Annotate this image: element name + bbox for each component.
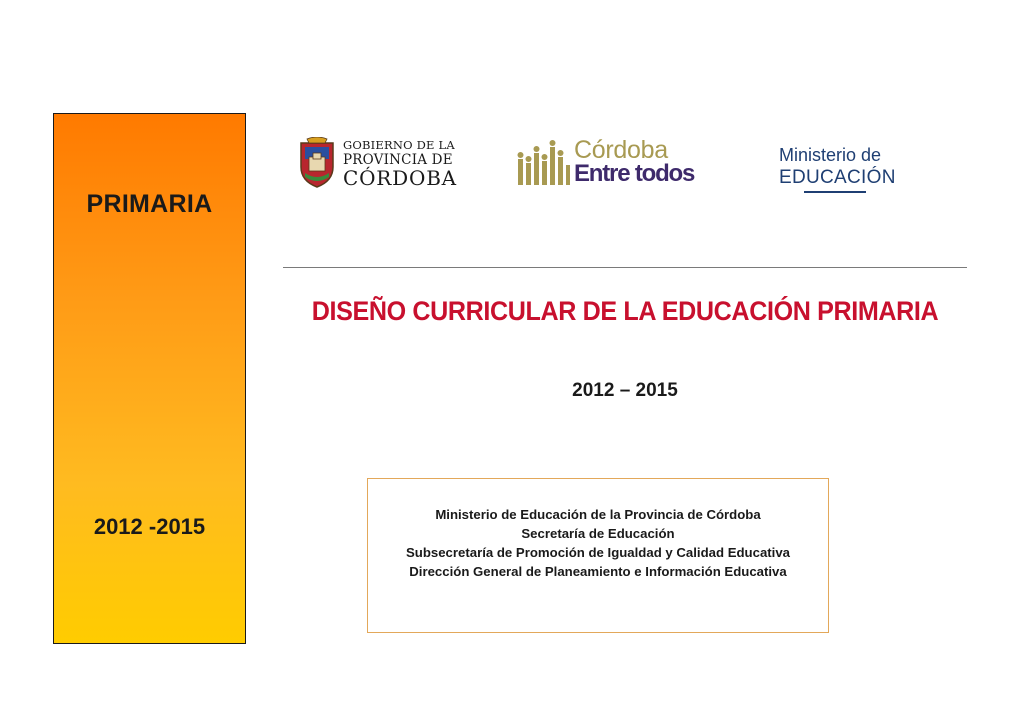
spine-title: PRIMARIA [86,190,213,218]
document-title: DISEÑO CURRICULAR DE LA EDUCACIÓN PRIMARIA [311,296,939,326]
ministerio-educacion-logo [776,145,896,197]
document-years: 2012 – 2015 [572,380,678,401]
gobierno-line-3: CÓRDOBA [343,166,457,190]
institution-line: Subsecretaría de Promoción de Igualdad y Calidad Educativa [405,545,790,560]
ministerio-underline [804,191,866,193]
people-bars-icon [517,139,571,187]
ministerio-line-2: EDUCACIÓN [779,167,896,188]
provincial-seal-icon [297,137,337,189]
cordoba-entre-todos-logo [517,137,697,191]
institution-line: Dirección General de Planeamiento e Información Educativa [409,564,787,579]
header-divider [283,267,967,268]
cover-spine [53,113,246,644]
cordoba-wordmark: Córdoba [574,136,668,164]
gobierno-line-2: PROVINCIA DE [343,151,453,168]
gobierno-line-1: GOBIERNO DE LA [343,138,455,152]
institution-box [367,478,829,633]
ministerio-line-1: Ministerio de [779,145,882,165]
spine-years: 2012 -2015 [93,514,206,539]
entre-todos-wordmark: Entre todos [574,160,695,187]
gobierno-cordoba-logo [297,137,457,191]
institution-line: Ministerio de Educación de la Provincia de Córdoba [435,507,761,522]
institution-line: Secretaría de Educación [521,526,675,541]
